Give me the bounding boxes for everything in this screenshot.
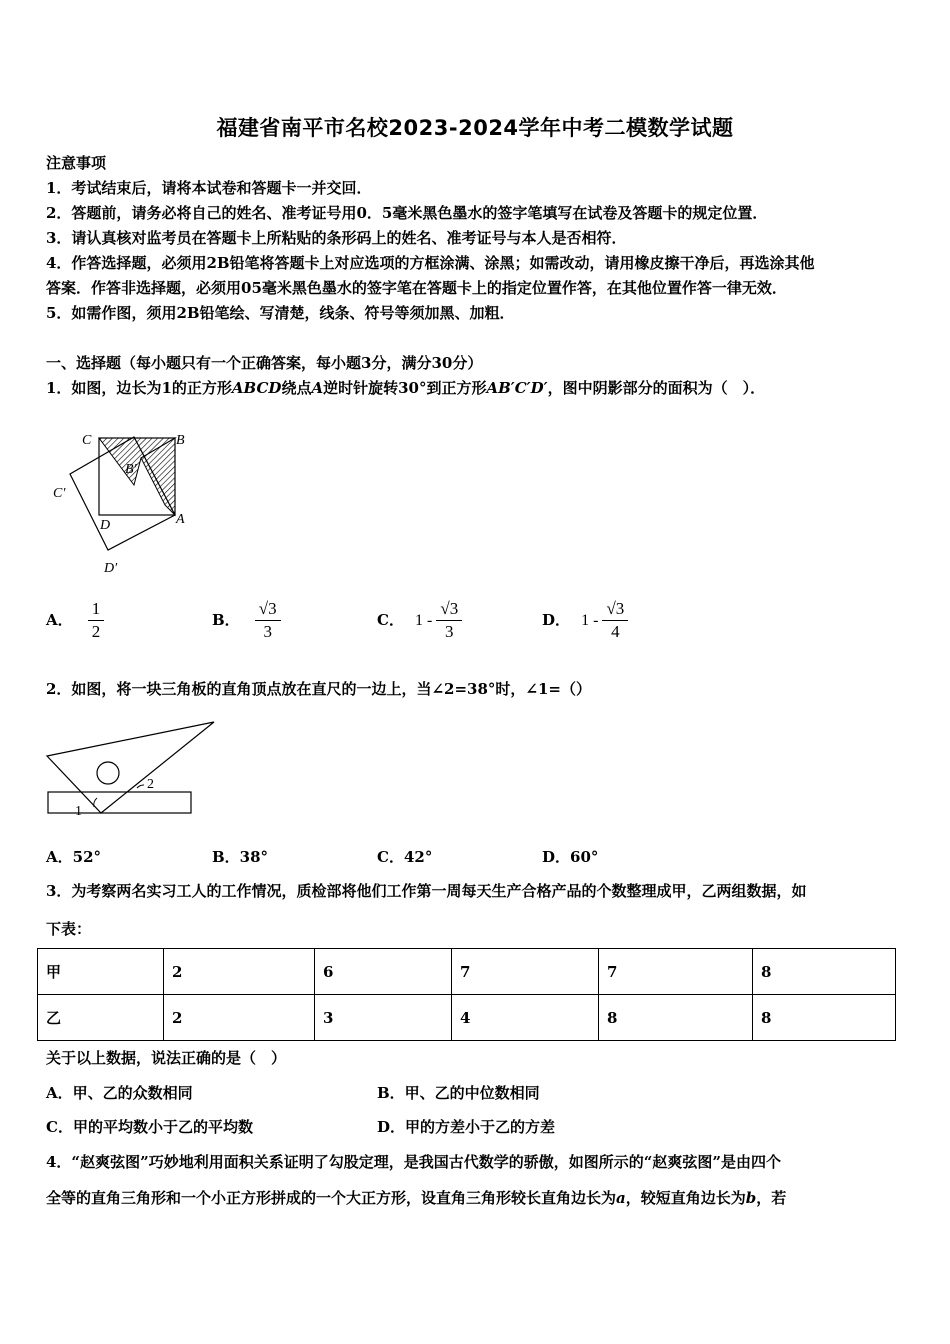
triangle-hole [97, 762, 119, 784]
notice-heading: 注意事项 [46, 154, 107, 172]
notice-item: 1．考试结束后，请将本试卷和答题卡一并交回． [46, 179, 372, 197]
table-cell: 8 [753, 995, 896, 1041]
table-cell: 6 [315, 949, 452, 995]
option-2a[interactable]: A．52° [46, 848, 102, 866]
option-3a[interactable]: A．甲、乙的众数相同 [46, 1084, 193, 1102]
label-D: D [100, 518, 111, 533]
label-C: C [82, 433, 92, 448]
section-heading: 一、选择题（每小题只有一个正确答案，每小题3分，满分30分） [46, 354, 483, 372]
question-4-text: 4．“赵爽弦图”巧妙地利用面积关系证明了勾股定理，是我国古代数学的骄傲，如图所示的“赵爽弦图”是由四个 [46, 1153, 781, 1171]
angle-1-label: 1 [75, 804, 82, 818]
option-2c[interactable]: C．42° [377, 848, 433, 866]
label-A: A [176, 512, 185, 527]
table-cell: 8 [599, 995, 753, 1041]
option-2b[interactable]: B．38° [212, 848, 269, 866]
table-row [38, 995, 896, 1041]
label-C-prime: C′ [53, 486, 66, 501]
question-1-text: 1．如图，边长为1的正方形ABCD绕点A逆时针旋转30°到正方形AB′C′D′，图中阴影部分的面积为（ ）． [46, 379, 766, 397]
option-3c[interactable]: C．甲的平均数小于乙的平均数 [46, 1118, 253, 1136]
label-B-prime: B′ [125, 462, 137, 477]
table-cell: 3 [315, 995, 452, 1041]
notice-item: 4．作答选择题，必须用2B铅笔将答题卡上对应选项的方框涂满、涂黑；如需改动，请用橡皮擦干净后，再选涂其他 [46, 254, 815, 272]
question-1-figure [46, 425, 206, 580]
label-B: B [176, 433, 185, 448]
question-2-text: 2．如图，将一块三角板的直角顶点放在直尺的一边上，当∠2=38°时，∠1=（） [46, 680, 591, 698]
option-1b[interactable]: B． $\frac{√3}{3}$ [212, 598, 281, 643]
notice-item: 3．请认真核对监考员在答题卡上所粘贴的条形码上的姓名、准考证号与本人是否相符． [46, 229, 627, 247]
option-3d[interactable]: D．甲的方差小于乙的方差 [377, 1118, 556, 1136]
angle-2-label: 2 [147, 777, 154, 792]
notice-item: 2．答题前，请务必将自己的姓名、准考证号用0．5毫米黑色墨水的签字笔填写在试卷及答题卡的规定位置． [46, 204, 768, 222]
table-cell: 甲 [38, 949, 164, 995]
ruler [48, 792, 191, 813]
notice-item: 答案．作答非选择题，必须用05毫米黑色墨水的签字笔在答题卡上的指定位置作答，在其他位置作答一律无效． [46, 279, 787, 297]
table-cell: 4 [452, 995, 599, 1041]
table-cell: 乙 [38, 995, 164, 1041]
notice-item: 5．如需作图，须用2B铅笔绘、写清楚，线条、符号等须加黑、加粗． [46, 304, 515, 322]
question-3-text-cont: 下表： [46, 920, 92, 938]
table-cell: 2 [164, 995, 315, 1041]
option-1c[interactable]: C． 1 - $\frac{√3}{3}$ [377, 598, 462, 643]
question-2-figure [44, 718, 219, 818]
table-cell: 7 [599, 949, 753, 995]
question-3-text: 3．为考察两名实习工人的工作情况，质检部将他们工作第一周每天生产合格产品的个数整理成甲，乙两组数据，如 [46, 882, 807, 900]
table-row [38, 949, 896, 995]
table-cell: 7 [452, 949, 599, 995]
question-3-prompt: 关于以上数据，说法正确的是（ ） [46, 1049, 287, 1067]
option-2d[interactable]: D．60° [542, 848, 599, 866]
option-1a[interactable]: A． $\frac{1}{2}$ [46, 598, 104, 643]
table-cell: 8 [753, 949, 896, 995]
question-4-text-cont: 全等的直角三角形和一个小正方形拼成的一个大正方形，设直角三角形较长直角边长为a，较短直角边长为b，若 [46, 1189, 787, 1207]
page-title: 福建省南平市名校2023-2024学年中考二模数学试题 [216, 116, 734, 140]
triangle-board [47, 722, 214, 813]
option-3b[interactable]: B．甲、乙的中位数相同 [377, 1084, 540, 1102]
data-table [37, 948, 896, 1041]
table-cell: 2 [164, 949, 315, 995]
option-1d[interactable]: D． 1 - $\frac{√3}{4}$ [542, 598, 628, 643]
label-D-prime: D′ [104, 561, 118, 576]
